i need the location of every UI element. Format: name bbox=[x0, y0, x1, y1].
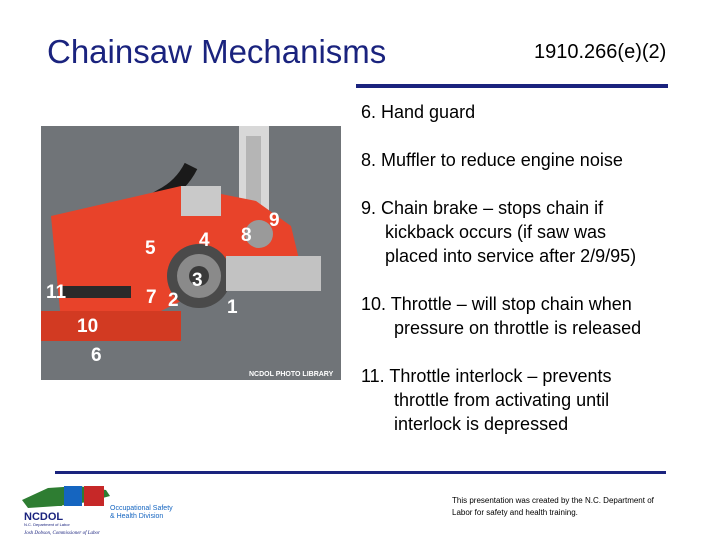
photo-label-2: 2 bbox=[168, 290, 179, 311]
item-text: 10. Throttle – will stop chain when bbox=[361, 294, 632, 314]
chainsaw-illustration bbox=[41, 126, 341, 380]
photo-watermark: NCDOL PHOTO LIBRARY bbox=[249, 371, 334, 378]
item-text: 9. Chain brake – stops chain if bbox=[361, 198, 604, 218]
item-text-continued: kickback occurs (if saw was bbox=[385, 222, 607, 242]
photo-label-3: 3 bbox=[192, 270, 203, 291]
photo-label-11: 11 bbox=[46, 282, 67, 303]
list-item bbox=[361, 148, 623, 172]
logo-text-department: N.C. Department of Labor bbox=[24, 522, 70, 527]
photo-label-9: 9 bbox=[269, 210, 280, 231]
list-item bbox=[361, 196, 636, 268]
top-rule bbox=[356, 84, 668, 88]
photo-label-4: 4 bbox=[199, 230, 210, 251]
item-text-continued: placed into service after 2/9/95) bbox=[385, 246, 637, 266]
item-text-continued: interlock is depressed bbox=[394, 414, 569, 434]
list-item bbox=[361, 100, 475, 124]
item-text: 11. Throttle interlock – prevents bbox=[361, 366, 612, 386]
regulation-code: 1910.266(e)(2) bbox=[534, 41, 667, 63]
list-item bbox=[361, 292, 641, 340]
chainsaw-photo bbox=[41, 126, 341, 380]
list-item bbox=[361, 364, 611, 436]
photo-label-5: 5 bbox=[145, 238, 156, 259]
footer-note: This presentation was created by the N.C. Department of Labor for safety and health training. bbox=[452, 496, 654, 517]
logo-text-osh: Occupational Safety bbox=[110, 505, 173, 512]
item-text: 8. Muffler to reduce engine noise bbox=[361, 150, 623, 170]
logo-text-ncdol: NCDOL bbox=[24, 511, 64, 523]
item-text: 6. Hand guard bbox=[361, 102, 476, 122]
photo-label-10: 10 bbox=[77, 316, 99, 337]
item-text-continued: throttle from activating until bbox=[394, 390, 610, 410]
photo-label-1: 1 bbox=[227, 297, 238, 318]
bottom-rule bbox=[55, 471, 666, 474]
photo-label-7: 7 bbox=[146, 287, 157, 308]
photo-label-8: 8 bbox=[241, 225, 252, 246]
slide-title: Chainsaw Mechanisms bbox=[47, 33, 387, 70]
item-text-continued: pressure on throttle is released bbox=[394, 318, 642, 338]
logo-text-division: & Health Division bbox=[110, 513, 164, 520]
ncdol-logo bbox=[18, 480, 178, 536]
photo-label-6: 6 bbox=[91, 345, 102, 366]
logo-text-commissioner: Josh Dobson, Commissioner of Labor bbox=[24, 531, 100, 536]
